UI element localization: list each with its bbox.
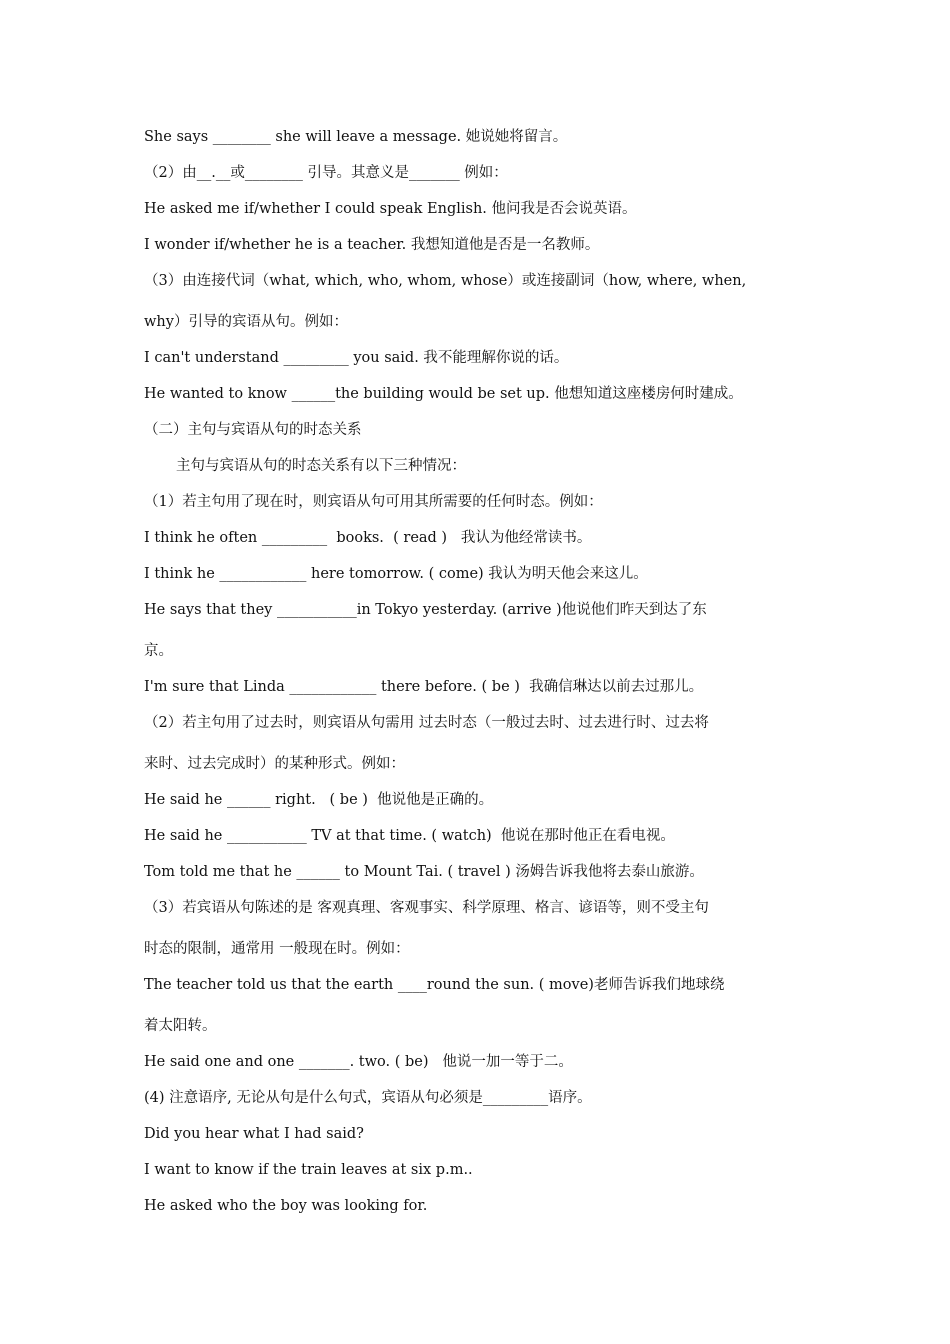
text-line: He asked who the boy was looking for. bbox=[144, 1198, 428, 1214]
text-line: I want to know if the train leaves at six p.m.. bbox=[144, 1162, 473, 1178]
text-line: （1）若主句用了现在时，则宾语从句可用其所需要的任何时态。例如： bbox=[144, 494, 603, 510]
text-line: I can't understand _________ you said. 我不能理解你说的话。 bbox=[144, 350, 569, 366]
text-line: （3）由连接代词（what, which, who, whom, whose）或连接副词（how, where, when, bbox=[144, 273, 747, 289]
text-line: I think he ____________ here tomorrow. ( come) 我认为明天他会来这儿。 bbox=[144, 566, 648, 582]
text-line: (4) 注意语序, 无论从句是什么句式，宾语从句必须是_________语序。 bbox=[144, 1090, 592, 1106]
text-line: 时态的限制，通常用 一般现在时。例如： bbox=[144, 941, 410, 957]
text-line: He said one and one _______. two. ( be) 他说一加一等于二。 bbox=[144, 1054, 573, 1070]
text-line: 京。 bbox=[144, 643, 173, 659]
text-line: 着太阳转。 bbox=[144, 1018, 217, 1034]
section-heading: （二）主句与宾语从句的时态关系 bbox=[144, 422, 362, 438]
text-line: （2）由__.__或________ 引导。其意义是_______ 例如： bbox=[144, 165, 508, 181]
text-line: He said he ______ right. ( be ) 他说他是正确的。 bbox=[144, 792, 494, 808]
text-line: I think he often _________ books. ( read ) 我认为他经常读书。 bbox=[144, 530, 592, 546]
text-line: He says that they ___________in Tokyo yesterday. (arrive )他说他们昨天到达了东 bbox=[144, 602, 707, 618]
text-line: He wanted to know ______the building would be set up. 他想知道这座楼房何时建成。 bbox=[144, 386, 743, 402]
text-line: I'm sure that Linda ____________ there before. ( be ) 我确信琳达以前去过那儿。 bbox=[144, 679, 704, 695]
text-line: 来时、过去完成时）的某种形式。例如： bbox=[144, 756, 405, 772]
text-line: （2）若主句用了过去时，则宾语从句需用 过去时态（一般过去时、过去进行时、过去将 bbox=[144, 715, 709, 731]
text-line: （3）若宾语从句陈述的是 客观真理、客观事实、科学原理、格言、谚语等，则不受主句 bbox=[144, 900, 709, 916]
text-line: The teacher told us that the earth ____round the sun. ( move)老师告诉我们地球绕 bbox=[144, 977, 725, 993]
text-line: He asked me if/whether I could speak English. 他问我是否会说英语。 bbox=[144, 201, 637, 217]
text-line: She says ________ she will leave a message. 她说她将留言。 bbox=[144, 129, 568, 145]
text-line: Tom told me that he ______ to Mount Tai. ( travel ) 汤姆告诉我他将去泰山旅游。 bbox=[144, 864, 704, 880]
text-line: I wonder if/whether he is a teacher. 我想知道他是否是一名教师。 bbox=[144, 237, 600, 253]
text-line: why）引导的宾语从句。例如： bbox=[144, 314, 348, 330]
text-line: He said he ___________ TV at that time. ( watch) 他说在那时他正在看电视。 bbox=[144, 828, 675, 844]
text-line: Did you hear what I had said? bbox=[144, 1126, 364, 1142]
text-line: 主句与宾语从句的时态关系有以下三种情况： bbox=[176, 458, 466, 474]
